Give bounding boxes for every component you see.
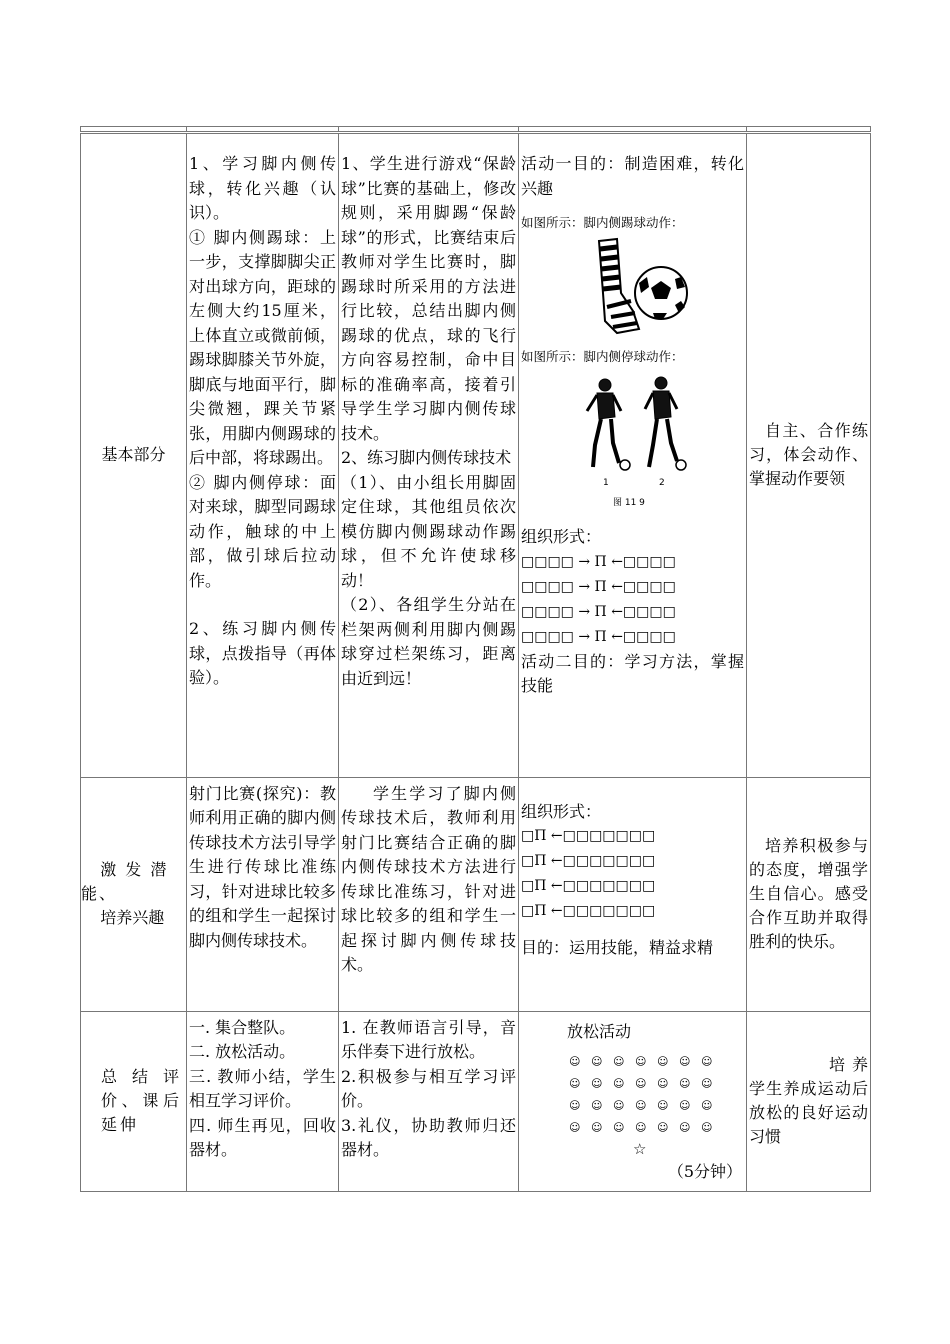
goal-stimulate: 培养积极参与的态度，增强学生自信心。感受合作互助并取得胜利的快乐。	[747, 777, 871, 1011]
org-row-4: □□□□ → Π ←□□□□	[521, 628, 676, 645]
org-title-basic: 组织形式：	[521, 527, 602, 546]
fig2-label-2: 2	[659, 478, 665, 488]
student-icon: ☺	[679, 1099, 691, 1113]
student-activity-basic	[339, 133, 519, 778]
student-icon: ☺	[701, 1055, 713, 1069]
student-icon: ☺	[591, 1121, 603, 1135]
student-icon: ☺	[569, 1099, 581, 1113]
table-row-summary	[81, 1011, 871, 1191]
shoot-row-3: □Π ←□□□□□□□	[521, 878, 656, 895]
player-figure-1	[587, 379, 630, 470]
student-icon: ☺	[591, 1077, 603, 1091]
shoot-row-4: □Π ←□□□□□□□	[521, 903, 656, 920]
section-label-stimulate: 激 发 潜能、 培养兴趣	[81, 777, 187, 1011]
teacher-activity-stimulate: 射门比赛(探究)：教师利用正确的脚内侧传球技术方法引导学生进行传球比准练习，针对进球比较多的组和学生一起探讨脚内侧传球技术。	[187, 777, 339, 1011]
student-icon: ☺	[569, 1077, 581, 1091]
teacher-activity-basic	[187, 133, 339, 778]
goal-basic: 自主、合作练习，体会动作、掌握动作要领	[747, 133, 871, 778]
student-icon: ☺	[701, 1099, 713, 1113]
student-icon: ☺	[613, 1055, 625, 1069]
student-icon: ☺	[657, 1121, 669, 1135]
relax-title: 放松活动	[567, 1021, 632, 1041]
teacher-activity-summary: 一. 集合整队。 二. 放松活动。 三. 教师小结，学生相互学习评价。 四. 师生再见，回收器材。	[187, 1011, 339, 1191]
step-stop: ② 脚内侧停球：面对来球，脚型同踢球动作，触球的中上部，做引球后拉动作。	[189, 472, 336, 590]
student-icon: ☺	[657, 1077, 669, 1091]
student-icon: ☺	[613, 1121, 625, 1135]
organization-stimulate	[519, 777, 747, 1011]
student-step-1: 1、学生进行游戏“保龄球”比赛的基础上，修改规则，采用脚踢“保龄球”的形式，比赛结束后教师对学生比赛时，脚踢球时所采用的方法进行比较，总结出脚内侧踢球的优点，球的飞行方向容易控制，命中目标的准确率高，接着引导学生学习脚内侧传球技术。	[341, 154, 516, 443]
fig1-caption: 如图所示：脚内侧踢球动作：	[521, 215, 684, 230]
purpose-stimulate: 目的：运用技能，精益求精	[521, 938, 714, 958]
student-activity-summary: 1. 在教师语言引导，音乐伴奏下进行放松。 2.积极参与相互学习评价。 3.礼仪，协助教师归还器材。	[339, 1011, 519, 1191]
student-icon: ☺	[635, 1055, 647, 1069]
table-row-basic	[81, 133, 871, 778]
relax-duration: （5分钟）	[667, 1162, 742, 1182]
step-kick: ① 脚内侧踢球：上一步，支撑脚脚尖正对出球方向，距球的左侧大约15厘米，上体直立或微前倾，踢球脚膝关节外旋，脚底与地面平行，脚尖微翘，踝关节紧张，用脚内侧踢球的后中部，将球踢出。	[189, 227, 336, 467]
activity1-purpose: 活动一目的：制造困难，转化兴趣	[521, 154, 744, 198]
student-step-2-2: （2）、各组学生分站在栏架两侧利用脚内侧踢球穿过栏架练习，距离由近到远！	[341, 595, 516, 688]
stop-ball-illustration	[521, 367, 741, 497]
relax-formation	[569, 1050, 744, 1138]
shoot-row-2: □Π ←□□□□□□□	[521, 853, 656, 870]
student-icon: ☺	[679, 1077, 691, 1091]
student-icon: ☺	[613, 1077, 625, 1091]
org-title-stimulate: 组织形式：	[521, 801, 602, 821]
section-label-basic: 基本部分	[81, 133, 187, 778]
section-label-summary: 总 结 评价、课后延伸	[81, 1011, 187, 1191]
student-icon: ☺	[657, 1099, 669, 1113]
activity2-purpose: 活动二目的：学习方法，掌握技能	[521, 651, 744, 695]
org-row-1: □□□□ → Π ←□□□□	[521, 553, 676, 570]
player-figure-2	[645, 377, 686, 470]
kick-ball-illustration	[521, 233, 741, 343]
striped-leg-shape	[599, 239, 639, 333]
org-row-3: □□□□ → Π ←□□□□	[521, 603, 676, 620]
goal-summary: 培养学生养成运动后放松的良好运动习惯	[747, 1011, 871, 1191]
step-1: 1、学习脚内侧传球，转化兴趣（认识）。	[189, 154, 336, 222]
student-icon: ☺	[679, 1121, 691, 1135]
student-icon: ☺	[591, 1099, 603, 1113]
student-step-2: 2、练习脚内侧传球技术	[341, 448, 512, 467]
organization-basic	[519, 133, 747, 778]
shoot-row-1: □Π ←□□□□□□□	[521, 828, 656, 845]
student-icon: ☺	[701, 1121, 713, 1135]
student-icon: ☺	[657, 1055, 669, 1069]
fig2-caption: 如图所示：脚内侧停球动作：	[521, 349, 684, 364]
lesson-plan-table	[80, 126, 871, 1192]
organization-summary	[519, 1011, 747, 1191]
fig2-label-1: 1	[603, 478, 609, 488]
student-icon: ☺	[591, 1055, 603, 1069]
fig2-title: 图 11 9	[613, 498, 645, 508]
table-row-stimulate	[81, 777, 871, 1011]
teacher-star-icon: ☆	[633, 1140, 647, 1159]
student-icon: ☺	[569, 1055, 581, 1069]
soccer-ball-shape	[635, 267, 687, 319]
student-icon: ☺	[569, 1121, 581, 1135]
org-row-2: □□□□ → Π ←□□□□	[521, 578, 676, 595]
student-icon: ☺	[613, 1099, 625, 1113]
student-activity-stimulate: 学生学习了脚内侧传球技术后，教师利用射门比赛结合正确的脚内侧传球技术方法进行传球比准练习，针对进球比较多的组和学生一起探讨脚内侧传球技术。	[339, 777, 519, 1011]
step-2: 2、练习脚内侧传球，点拨指导（再体验）。	[189, 619, 336, 687]
student-icon: ☺	[635, 1077, 647, 1091]
student-icon: ☺	[635, 1099, 647, 1113]
student-icon: ☺	[635, 1121, 647, 1135]
student-icon: ☺	[701, 1077, 713, 1091]
student-icon: ☺	[679, 1055, 691, 1069]
student-step-2-1: （1）、由小组长用脚固定住球，其他组员依次模仿脚内侧踢球动作踢球，但不允许使球移动！	[341, 472, 516, 590]
